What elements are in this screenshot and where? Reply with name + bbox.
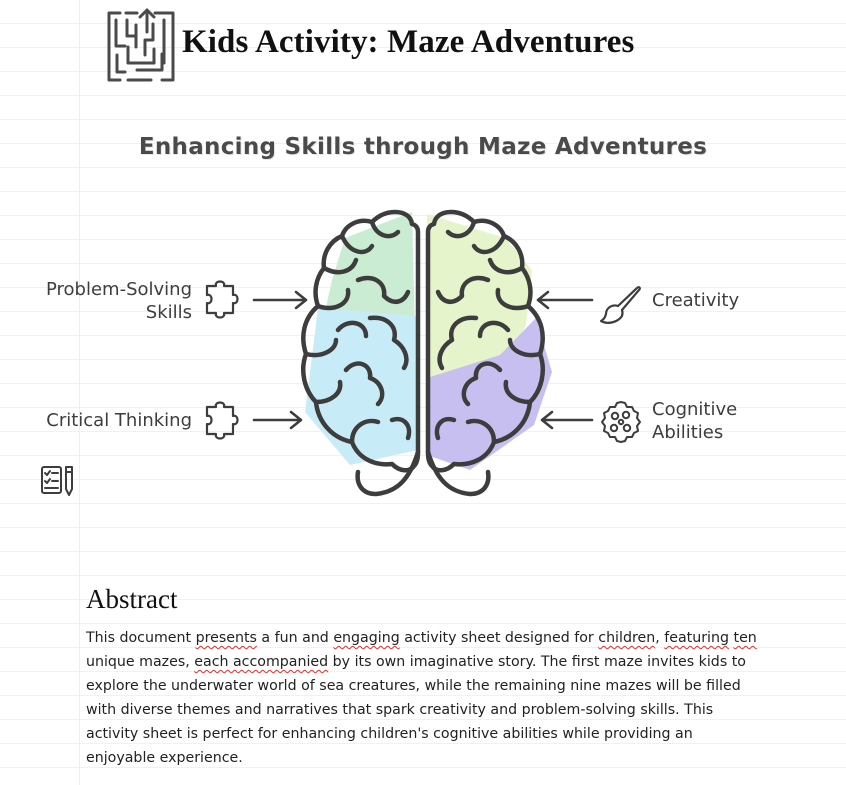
document-header [104,6,634,86]
infographic-title: Enhancing Skills through Maze Adventures [138,134,708,160]
maze-icon [104,7,178,85]
checklist-pen-icon[interactable] [40,464,76,498]
label-creativity: Creativity [652,290,740,311]
abstract-body: This document presents a fun and engaging activity sheet designed for children, featuring ten unique mazes, each accompanied by its own imaginative story. The first maze invites kids to explore the underwater world of sea creatures, while the remaining nine mazes will be filled with diverse themes and narratives that spark creativity and problem-solving skills. This activity sheet is perfect for enhancing children's cognitive abilities while providing an enjoyable experience. [86,630,757,766]
brain-gear-icon [602,402,640,442]
label-cognitive-abilities: Cognitive Abilities [652,399,738,443]
paintbrush-icon [601,287,640,323]
arrow-to-brain [254,412,301,428]
skills-infographic [0,120,846,520]
arrow-to-brain [254,292,306,308]
label-critical-thinking: Critical Thinking [46,410,192,431]
arrow-to-brain [538,292,592,308]
puzzle-piece-icon [207,403,238,439]
puzzle-piece-icon [207,282,238,318]
arrow-to-brain [542,412,592,428]
brain-icon [303,212,552,494]
document-title: Kids Activity: Maze Adventures [182,23,635,60]
label-problem-solving: Problem-Solving Skills [45,279,192,323]
abstract-heading: Abstract [86,584,178,614]
